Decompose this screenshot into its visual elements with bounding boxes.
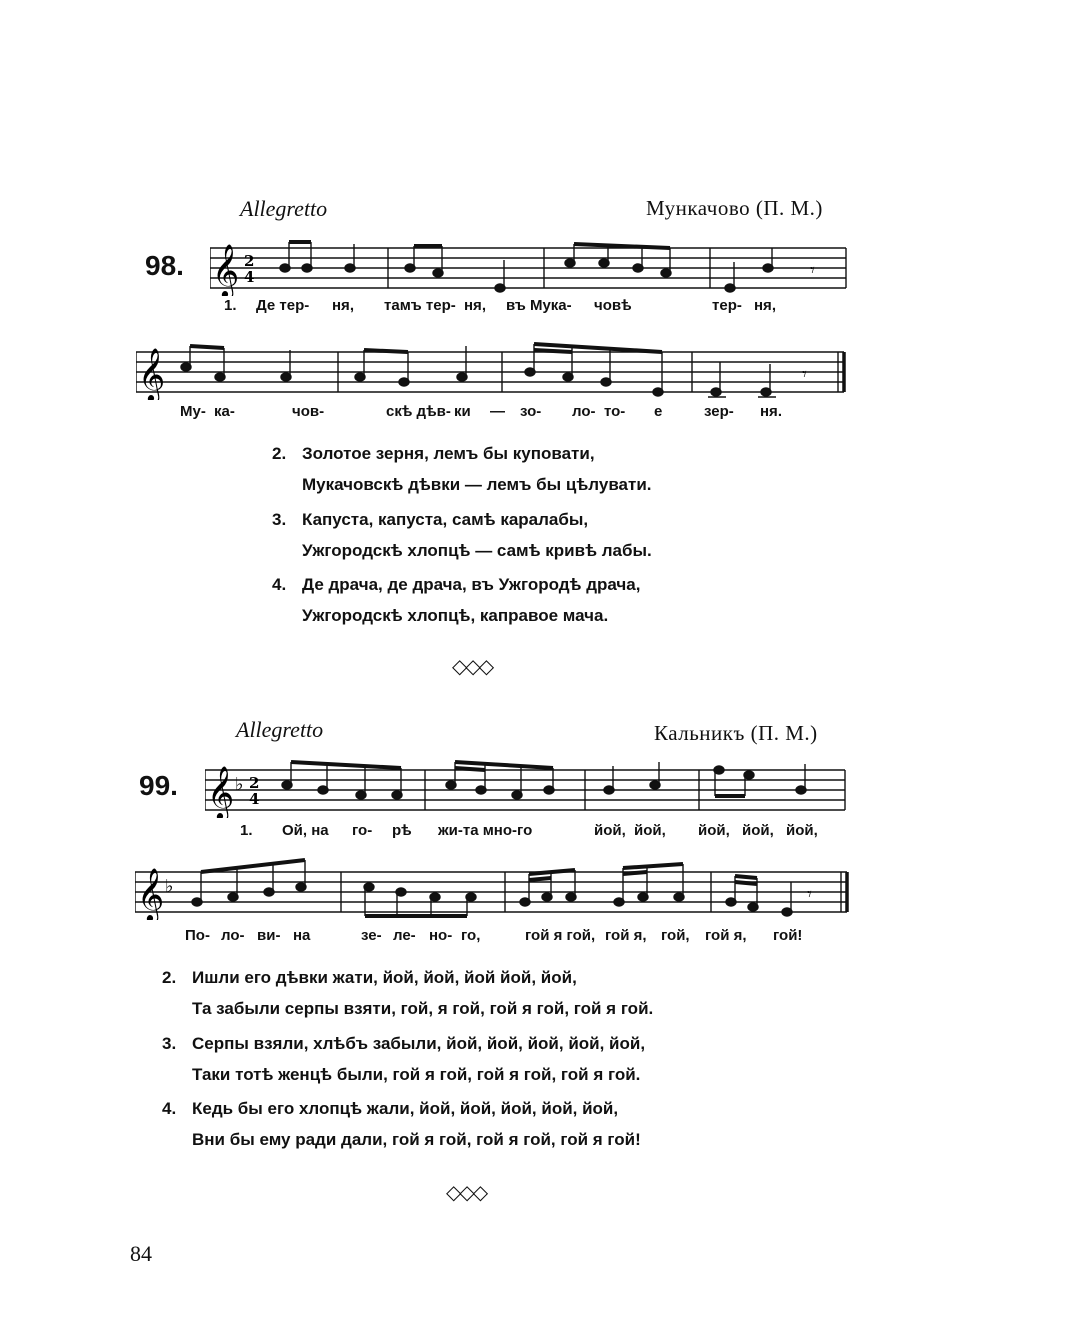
treble-clef-icon: 𝄞 xyxy=(137,867,165,920)
verse-line: Капуста, капуста, самѣ каралабы, xyxy=(302,510,589,529)
lyrics-line: По- ло- ви- на зе- ле- но- го, гой я гой, гой я, гой, гой я, гой! xyxy=(185,927,803,944)
verse-line: Мукачовскѣ дѣвки — лемъ бы цѣлувати. xyxy=(302,475,652,494)
music-staff xyxy=(205,760,850,818)
verse-line: Кедь бы его хлопцѣ жали, йой, йой, йой, йой, йой, xyxy=(192,1099,619,1118)
song-number: 99. xyxy=(139,770,178,801)
svg-text:𝄾: 𝄾 xyxy=(802,364,807,385)
ornament-divider: ◇◇◇ xyxy=(446,1182,487,1204)
verse-number: 4. xyxy=(272,575,287,594)
page-number: 84 xyxy=(130,1241,152,1266)
treble-clef-icon: 𝄞 xyxy=(138,347,166,400)
verse-stanza xyxy=(272,438,652,500)
song-source: Мункачово (П. М.) xyxy=(646,196,823,220)
lyrics-line: Му- ка- чов- скѣ дѣв- ки — зо- ло- то- е зер- ня. xyxy=(180,403,782,420)
verse-line: Ужгородскѣ хлопцѣ, каправое мача. xyxy=(302,606,609,625)
svg-text:4: 4 xyxy=(249,790,260,808)
verse-number: 4. xyxy=(162,1099,177,1118)
lyrics-line: 1. Ой, на го- рѣ жи-та мно-го йой, йой, йой, йой, йой, xyxy=(240,822,818,839)
song-number: 98. xyxy=(145,250,184,281)
treble-clef-icon: 𝄞 xyxy=(212,243,240,296)
ornament-divider: ◇◇◇ xyxy=(452,656,493,678)
svg-text:𝄾: 𝄾 xyxy=(810,260,815,281)
verse-line: Та забыли серпы взяти, гой, я гой, гой я гой, гой я гой. xyxy=(192,999,654,1018)
verse-stanza xyxy=(272,569,640,631)
svg-text:4: 4 xyxy=(244,268,255,286)
verse-stanza xyxy=(272,504,652,566)
music-staff xyxy=(135,858,851,920)
verse-stanza xyxy=(162,962,653,1024)
flat-icon: ♭ xyxy=(165,876,174,897)
verse-stanza xyxy=(162,1028,645,1090)
verse-line: Таки тотѣ женцѣ были, гой я гой, гой я гой, гой я гой. xyxy=(192,1065,641,1084)
tempo-marking: Allegretto xyxy=(236,717,324,742)
lyrics-line: 1. Де тер- ня, тамъ тер- ня, въ Мука- човѣ тер- ня, xyxy=(224,297,776,314)
verse-number: 3. xyxy=(272,510,287,529)
verse-number: 2. xyxy=(272,444,287,463)
song-source: Кальникъ (П. М.) xyxy=(654,721,818,745)
verse-line: Золотое зерня, лемъ бы куповати, xyxy=(302,444,595,463)
verse-line: Ужгородскѣ хлопцѣ — самѣ кривѣ лабы. xyxy=(302,541,652,560)
svg-text:𝄾: 𝄾 xyxy=(807,884,812,905)
music-staff xyxy=(136,340,848,400)
verse-line: Ишли его дѣвки жати, йой, йой, йой йой, йой, xyxy=(192,968,577,987)
verse-line: Де драча, де драча, въ Ужгородѣ драча, xyxy=(302,575,641,594)
verse-line: Вни бы ему ради дали, гой я гой, гой я гой, гой я гой! xyxy=(192,1130,641,1149)
treble-clef-icon: 𝄞 xyxy=(207,765,235,818)
music-staff xyxy=(210,240,850,296)
tempo-marking: Allegretto xyxy=(240,196,328,221)
verse-line: Серпы взяли, хлѣбъ забыли, йой, йой, йой, йой, йой, xyxy=(192,1034,646,1053)
verse-stanza xyxy=(162,1093,641,1155)
verse-number: 3. xyxy=(162,1034,177,1053)
verse-number: 2. xyxy=(162,968,177,987)
flat-icon: ♭ xyxy=(235,774,244,795)
svg-text:2: 2 xyxy=(244,252,255,270)
svg-text:2: 2 xyxy=(249,774,260,792)
